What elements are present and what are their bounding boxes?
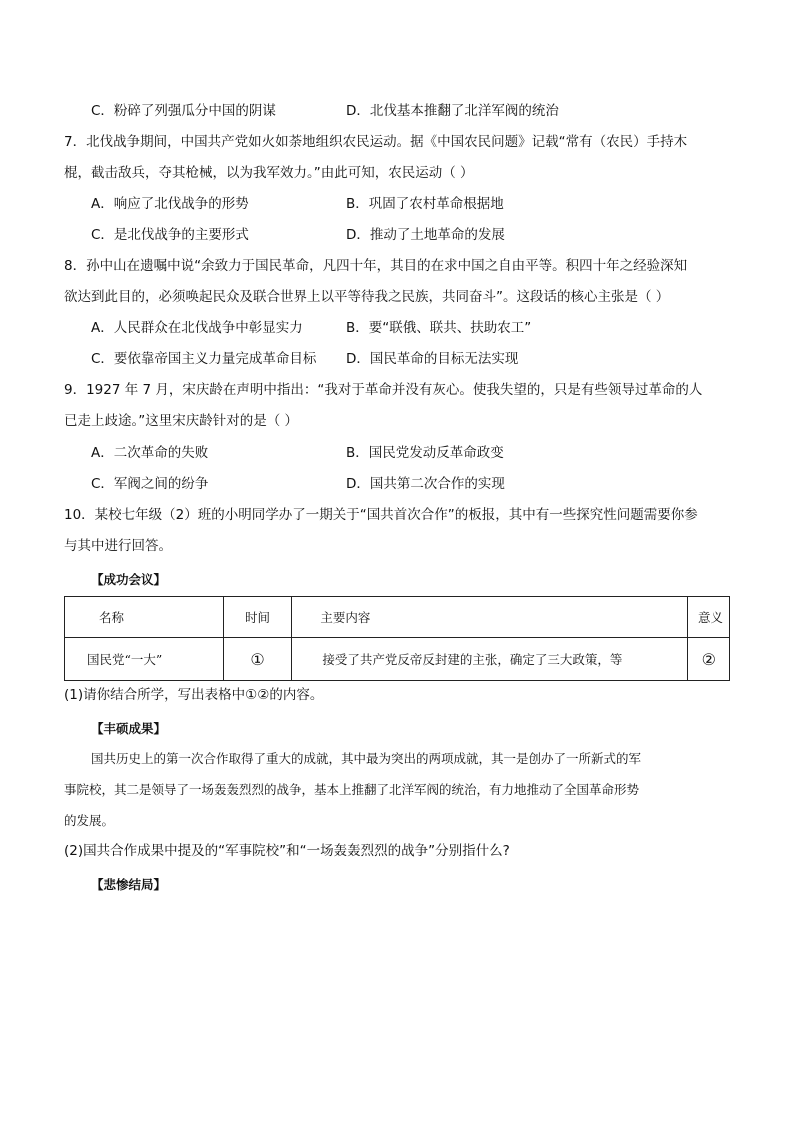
- q9-option-d: D．国共第二次合作的实现: [346, 476, 505, 492]
- q6-option-d: D．北伐基本推翻了北洋军阀的统治: [346, 103, 559, 119]
- table-row: [65, 638, 730, 681]
- q6-option-c: C．粉碎了列强瓜分中国的阴谋: [91, 103, 276, 119]
- header-name: 名称: [65, 597, 224, 638]
- q7-option-a: A．响应了北伐战争的形势: [91, 196, 249, 212]
- q7-option-b: B．巩固了农村革命根据地: [346, 196, 504, 212]
- achievements-para-line1: 国共历史上的第一次合作取得了重大的成就，其中最为突出的两项成就，其一是创办了一所新式的军: [91, 751, 642, 766]
- q9-option-a: A．二次革命的失败: [91, 445, 209, 461]
- q10-stem-line1: 10．某校七年级（2）班的小明同学办了一期关于“国共首次合作”的板报，其中有一些探究性问题需要你参: [64, 507, 698, 523]
- q9-stem-line1: 9．1927 年 7 月，宋庆龄在声明中指出：“我对于革命并没有灰心。使我失望的，只是有些领导过革命的人: [64, 382, 703, 398]
- achievements-para-line3: 的发展。: [64, 813, 115, 828]
- q8-stem-line2: 欲达到此目的，必须唤起民众及联合世界上以平等待我之民族，共同奋斗”。这段话的核心主张是（ ）: [64, 289, 670, 305]
- q7-stem-line1: 7．北伐战争期间，中国共产党如火如荼地组织农民运动。据《中国农民问题》记载“常有（农民）手持木: [64, 134, 688, 150]
- q10-stem-line2: 与其中进行回答。: [64, 538, 172, 554]
- cell-significance-blank: ②: [688, 638, 730, 681]
- header-significance: 意义: [688, 597, 730, 638]
- q8-option-d: D．国民革命的目标无法实现: [346, 351, 519, 367]
- section-heading-tragic-ending: 【悲惨结局】: [91, 877, 167, 892]
- section-heading-conference: 【成功会议】: [91, 572, 167, 587]
- q8-option-a: A．人民群众在北伐战争中彰显实力: [91, 320, 303, 336]
- q7-stem-line2: 棍，截击敌兵，夺其枪械，以为我军效力。”由此可知，农民运动（ ）: [64, 165, 474, 181]
- cell-content: 接受了共产党反帝反封建的主张，确定了三大政策，等: [292, 638, 688, 681]
- q8-option-b: B．要“联俄、联共、扶助农工”: [346, 320, 532, 336]
- header-content: 主要内容: [292, 597, 688, 638]
- q10-subquestion-1: (1)请你结合所学，写出表格中①②的内容。: [64, 687, 324, 703]
- conference-table: [64, 596, 730, 681]
- q7-option-d: D．推动了土地革命的发展: [346, 227, 505, 243]
- achievements-para-line2: 事院校，其二是领导了一场轰轰烈烈的战争，基本上推翻了北洋军阀的统治，有力地推动了全国革命形势: [64, 782, 640, 797]
- q9-option-c: C．军阀之间的纷争: [91, 476, 209, 492]
- q9-stem-line2: 已走上歧途。”这里宋庆龄针对的是（ ）: [64, 413, 299, 429]
- cell-time-blank: ①: [223, 638, 292, 681]
- cell-name: 国民党“一大”: [65, 638, 224, 681]
- section-heading-achievements: 【丰硕成果】: [91, 721, 167, 736]
- q8-option-c: C．要依靠帝国主义力量完成革命目标: [91, 351, 317, 367]
- table-header-row: [65, 597, 730, 638]
- header-time: 时间: [223, 597, 292, 638]
- q9-option-b: B．国民党发动反革命政变: [346, 445, 504, 461]
- q8-stem-line1: 8．孙中山在遗嘱中说“余致力于国民革命，凡四十年，其目的在求中国之自由平等。积四十年之经验深知: [64, 258, 688, 274]
- q10-subquestion-2: (2)国共合作成果中提及的“军事院校”和“一场轰轰烈烈的战争”分别指什么?: [64, 843, 510, 859]
- q7-option-c: C．是北伐战争的主要形式: [91, 227, 249, 243]
